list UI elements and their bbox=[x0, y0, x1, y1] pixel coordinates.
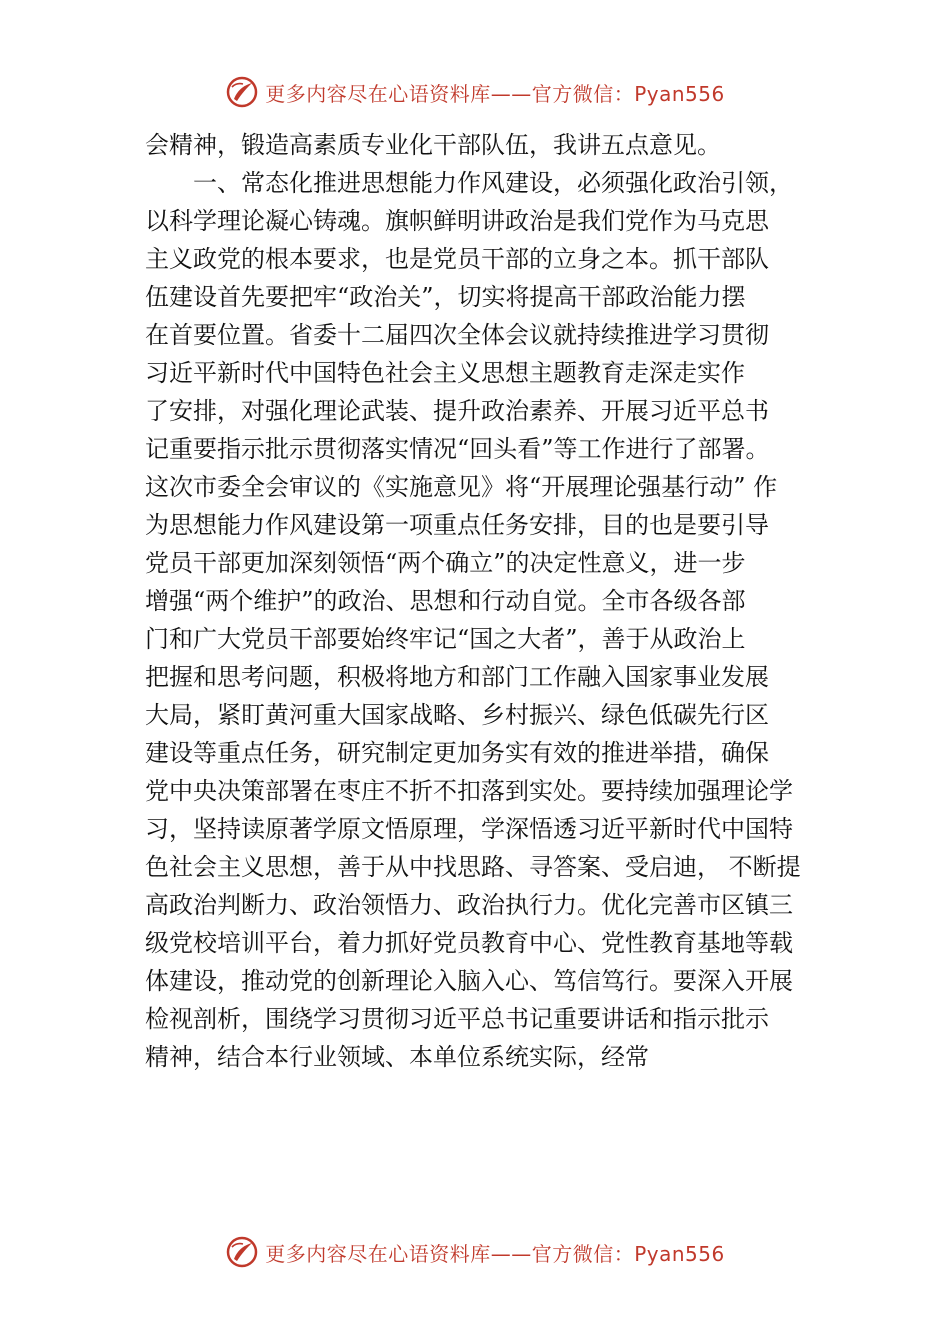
header-promo-text: 更多内容尽在心语资料库 bbox=[265, 81, 491, 106]
body-line: 一、常态化推进思想能力作风建设，必须强化政治引领， bbox=[145, 169, 793, 197]
body-line: 党中央决策部署在枣庄不折不扣落到实处。要持续加强理论学 bbox=[145, 777, 793, 805]
body-line: 大局，紧盯黄河重大国家战略、乡村振兴、绿色低碳先行区 bbox=[145, 701, 769, 729]
body-line: 把握和思考问题，积极将地方和部门工作融入国家事业发展 bbox=[145, 663, 769, 691]
footer-promo bbox=[265, 1238, 725, 1267]
footer-banner bbox=[0, 1232, 950, 1272]
body-line: 伍建设首先要把牢“政治关”，切实将提高干部政治能力摆 bbox=[145, 283, 746, 311]
body-line: 增强“两个维护”的政治、思想和行动自觉。全市各级各部 bbox=[145, 587, 746, 615]
document-body bbox=[145, 126, 825, 1076]
body-line: 建设等重点任务，研究制定更加务实有效的推进举措，确保 bbox=[145, 739, 769, 767]
body-line: 体建设，推动党的创新理论入脑入心、笃信笃行。要深入开展 bbox=[145, 967, 793, 995]
header-separator: —— bbox=[490, 81, 532, 106]
body-line: 色社会主义思想，善于从中找思路、寻答案、受启迪， 不断提 bbox=[145, 853, 801, 881]
header-wechat-text: 官方微信：Pyan556 bbox=[531, 81, 725, 106]
body-line: 高政治判断力、政治领悟力、政治执行力。优化完善市区镇三 bbox=[145, 891, 793, 919]
brush-logo-icon bbox=[225, 75, 259, 109]
body-line: 主义政党的根本要求，也是党员干部的立身之本。抓干部队 bbox=[145, 245, 769, 273]
body-line: 习，坚持读原著学原文悟原理，学深悟透习近平新时代中国特 bbox=[145, 815, 793, 843]
brush-logo-icon bbox=[225, 1235, 259, 1269]
footer-separator: —— bbox=[490, 1241, 532, 1266]
body-line: 习近平新时代中国特色社会主义思想主题教育走深走实作 bbox=[145, 359, 745, 387]
body-line: 检视剖析，围绕学习贯彻习近平总书记重要讲话和指示批示 bbox=[145, 1005, 769, 1033]
header-banner bbox=[0, 72, 950, 112]
footer-wechat-text: 官方微信：Pyan556 bbox=[531, 1241, 725, 1266]
body-line: 门和广大党员干部要始终牢记“国之大者”，善于从政治上 bbox=[145, 625, 746, 653]
body-line: 这次市委全会审议的《实施意见》将“开展理论强基行动” 作 bbox=[145, 473, 778, 501]
body-line: 精神，结合本行业领域、本单位系统实际，经常 bbox=[145, 1043, 649, 1071]
header-promo bbox=[265, 78, 725, 107]
footer-promo-text: 更多内容尽在心语资料库 bbox=[265, 1241, 491, 1266]
body-line: 以科学理论凝心铸魂。旗帜鲜明讲政治是我们党作为马克思 bbox=[145, 207, 769, 235]
body-line: 党员干部更加深刻领悟“两个确立”的决定性意义，进一步 bbox=[145, 549, 746, 577]
body-line: 在首要位置。省委十二届四次全体会议就持续推进学习贯彻 bbox=[145, 321, 769, 349]
body-line: 为思想能力作风建设第一项重点任务安排，目的也是要引导 bbox=[145, 511, 769, 539]
body-line: 级党校培训平台，着力抓好党员教育中心、党性教育基地等载 bbox=[145, 929, 793, 957]
body-line: 会精神，锻造高素质专业化干部队伍，我讲五点意见。 bbox=[145, 131, 721, 159]
body-line: 了安排，对强化理论武装、提升政治素养、开展习近平总书 bbox=[145, 397, 769, 425]
body-line: 记重要指示批示贯彻落实情况“回头看”等工作进行了部署。 bbox=[145, 435, 770, 463]
